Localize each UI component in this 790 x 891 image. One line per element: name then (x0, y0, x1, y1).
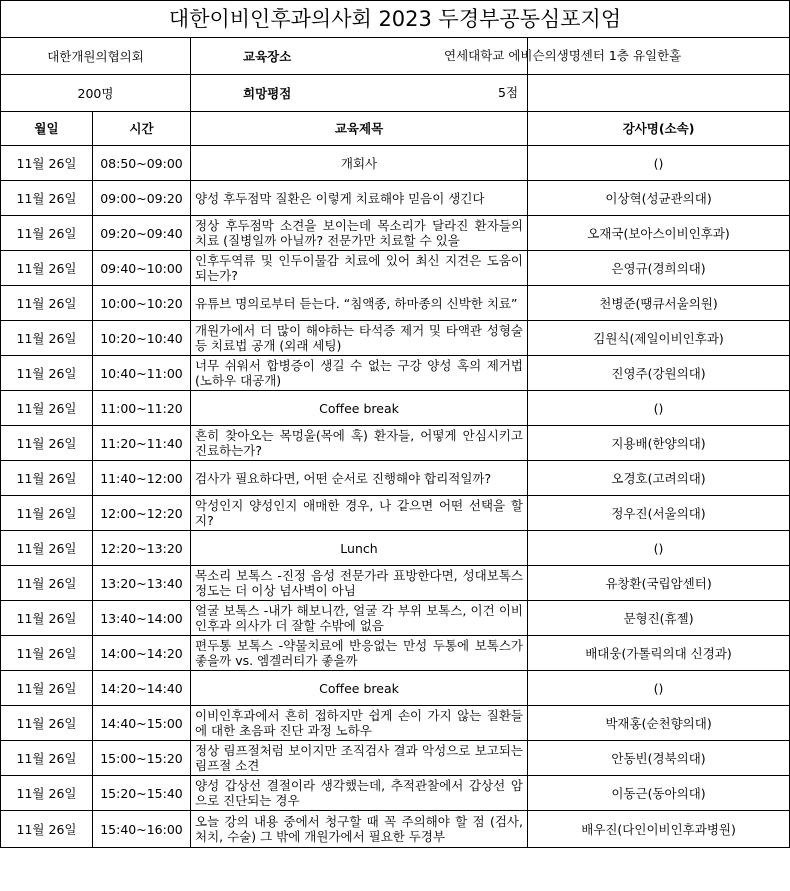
session-row (1, 321, 790, 356)
session-row (1, 251, 790, 286)
session-row (1, 636, 790, 671)
session-time: 15:40~16:00 (93, 811, 191, 848)
session-time: 13:40~14:00 (93, 601, 191, 636)
session-date: 11월 26일 (1, 286, 93, 321)
session-date: 11월 26일 (1, 146, 93, 181)
capacity-value: 200명 (1, 75, 191, 112)
session-row (1, 776, 790, 811)
session-speaker: 김원식(제일이비인후과) (528, 321, 790, 356)
session-time: 12:00~12:20 (93, 496, 191, 531)
session-date: 11월 26일 (1, 531, 93, 566)
session-date: 11월 26일 (1, 216, 93, 251)
session-topic: 정상 림프절처럼 보이지만 조직검사 결과 악성으로 보고되는 림프절 소견 (191, 741, 528, 776)
session-speaker: 진영주(강원의대) (528, 356, 790, 391)
session-row (1, 356, 790, 391)
session-topic: 이비인후과에서 흔히 접하지만 쉽게 손이 가지 않는 질환들에 대한 초음파 진단 과정 노하우 (191, 706, 528, 741)
session-date: 11월 26일 (1, 251, 93, 286)
session-time: 09:00~09:20 (93, 181, 191, 216)
session-speaker: () (528, 391, 790, 426)
session-speaker: 천병준(땡큐서울의원) (528, 286, 790, 321)
session-row (1, 601, 790, 636)
session-row (1, 391, 790, 426)
session-topic: 너무 쉬워서 합병증이 생길 수 없는 구강 양성 혹의 제거법 (노하우 대공개) (191, 356, 528, 391)
session-topic: 양성 후두점막 질환은 이렇게 치료해야 믿음이 생긴다 (191, 181, 528, 216)
session-speaker: 정우진(서울의대) (528, 496, 790, 531)
session-date: 11월 26일 (1, 706, 93, 741)
session-date: 11월 26일 (1, 636, 93, 671)
session-speaker: 이동근(동아의대) (528, 776, 790, 811)
session-date: 11월 26일 (1, 321, 93, 356)
session-date: 11월 26일 (1, 496, 93, 531)
session-date: 11월 26일 (1, 426, 93, 461)
header-topic: 교육제목 (191, 112, 528, 146)
page-title: 대한이비인후과의사회 2023 두경부공동심포지엄 (1, 1, 790, 38)
session-speaker: () (528, 146, 790, 181)
session-row (1, 566, 790, 601)
session-time: 10:40~11:00 (93, 356, 191, 391)
session-speaker: 안동빈(경북의대) (528, 741, 790, 776)
session-topic: 얼굴 보톡스 -내가 해보니깐, 얼굴 각 부위 보톡스, 이건 이비인후과 의사가 더 잘할 수밖에 없음 (191, 601, 528, 636)
session-date: 11월 26일 (1, 566, 93, 601)
session-time: 09:20~09:40 (93, 216, 191, 251)
venue-value: 연세대학교 에비슨의생명센터 1층 유일한홀 (444, 48, 682, 63)
session-row (1, 531, 790, 566)
session-date: 11월 26일 (1, 776, 93, 811)
session-speaker: 유창환(국립암센터) (528, 566, 790, 601)
session-topic: Coffee break (191, 391, 528, 426)
session-time: 08:50~09:00 (93, 146, 191, 181)
header-time: 시간 (93, 112, 191, 146)
session-topic: Lunch (191, 531, 528, 566)
session-speaker: () (528, 531, 790, 566)
session-topic: 오늘 강의 내용 중에서 청구할 때 꼭 주의해야 할 점 (검사, 처치, 수술) 그 밖에 개원가에서 필요한 두경부 (191, 811, 528, 848)
session-time: 10:00~10:20 (93, 286, 191, 321)
session-speaker: 박재홍(순천향의대) (528, 706, 790, 741)
session-date: 11월 26일 (1, 601, 93, 636)
credit-value: 5점 (498, 85, 519, 100)
session-time: 09:40~10:00 (93, 251, 191, 286)
session-topic: 개원가에서 더 많이 해야하는 타석증 제거 및 타액관 성형술 등 치료법 공개 (외래 세팅) (191, 321, 528, 356)
session-row (1, 671, 790, 706)
session-speaker: 은영규(경희의대) (528, 251, 790, 286)
session-row (1, 286, 790, 321)
session-row (1, 811, 790, 848)
session-time: 14:40~15:00 (93, 706, 191, 741)
session-topic: 양성 갑상선 결절이라 생각했는데, 추적관찰에서 갑상선 암으로 진단되는 경우 (191, 776, 528, 811)
session-date: 11월 26일 (1, 391, 93, 426)
session-row (1, 181, 790, 216)
session-topic: 유튜브 명의로부터 듣는다. “침액종, 하마종의 신박한 치료” (191, 286, 528, 321)
session-time: 15:20~15:40 (93, 776, 191, 811)
header-date: 월일 (1, 112, 93, 146)
session-speaker: 이상혁(성균관의대) (528, 181, 790, 216)
session-date: 11월 26일 (1, 461, 93, 496)
session-time: 14:20~14:40 (93, 671, 191, 706)
session-row (1, 496, 790, 531)
session-topic: 검사가 필요하다면, 어떤 순서로 진행해야 합리적일까? (191, 461, 528, 496)
session-time: 15:00~15:20 (93, 741, 191, 776)
session-row (1, 461, 790, 496)
session-row (1, 741, 790, 776)
session-date: 11월 26일 (1, 671, 93, 706)
session-topic: 인후두역류 및 인두이물감 치료에 있어 최신 지견은 도움이 되는가? (191, 251, 528, 286)
session-speaker: 배우진(다인이비인후과병원) (528, 811, 790, 848)
session-row (1, 146, 790, 181)
session-date: 11월 26일 (1, 181, 93, 216)
session-topic: 목소리 보톡스 -진정 음성 전문가라 표방한다면, 성대보톡스 정도는 더 이상 넘사벽이 아님 (191, 566, 528, 601)
session-time: 11:00~11:20 (93, 391, 191, 426)
session-topic: 악성인지 양성인지 애매한 경우, 나 같으면 어떤 선택을 할지? (191, 496, 528, 531)
session-time: 11:20~11:40 (93, 426, 191, 461)
session-topic: 흔히 찾아오는 목멍울(목에 혹) 환자들, 어떻게 안심시키고 진료하는가? (191, 426, 528, 461)
venue-label: 교육장소 (191, 38, 528, 75)
session-topic: Coffee break (191, 671, 528, 706)
credit-label: 희망평점 (191, 75, 528, 112)
session-speaker: 문형진(휴젤) (528, 601, 790, 636)
session-time: 13:20~13:40 (93, 566, 191, 601)
session-speaker: 오재국(보아스이비인후과) (528, 216, 790, 251)
session-speaker: 오경호(고려의대) (528, 461, 790, 496)
header-speaker: 강사명(소속) (528, 112, 790, 146)
session-date: 11월 26일 (1, 356, 93, 391)
session-date: 11월 26일 (1, 741, 93, 776)
session-time: 14:00~14:20 (93, 636, 191, 671)
organizer-value: 대한개원의협의회 (1, 38, 191, 75)
session-speaker: 지용배(한양의대) (528, 426, 790, 461)
session-topic: 편두통 보톡스 -약물치료에 반응없는 만성 두통에 보톡스가 좋을까 vs. 엠겔러티가 좋을까 (191, 636, 528, 671)
session-date: 11월 26일 (1, 811, 93, 848)
session-topic: 정상 후두점막 소견을 보이는데 목소리가 달라진 환자들의 치료 (질병일까 아닐까? 전문가만 치료할 수 있을 (191, 216, 528, 251)
session-speaker: 배대웅(가톨릭의대 신경과) (528, 636, 790, 671)
session-row (1, 216, 790, 251)
session-time: 11:40~12:00 (93, 461, 191, 496)
session-row (1, 706, 790, 741)
session-speaker: () (528, 671, 790, 706)
session-time: 12:20~13:20 (93, 531, 191, 566)
session-time: 10:20~10:40 (93, 321, 191, 356)
session-topic: 개회사 (191, 146, 528, 181)
session-row (1, 426, 790, 461)
